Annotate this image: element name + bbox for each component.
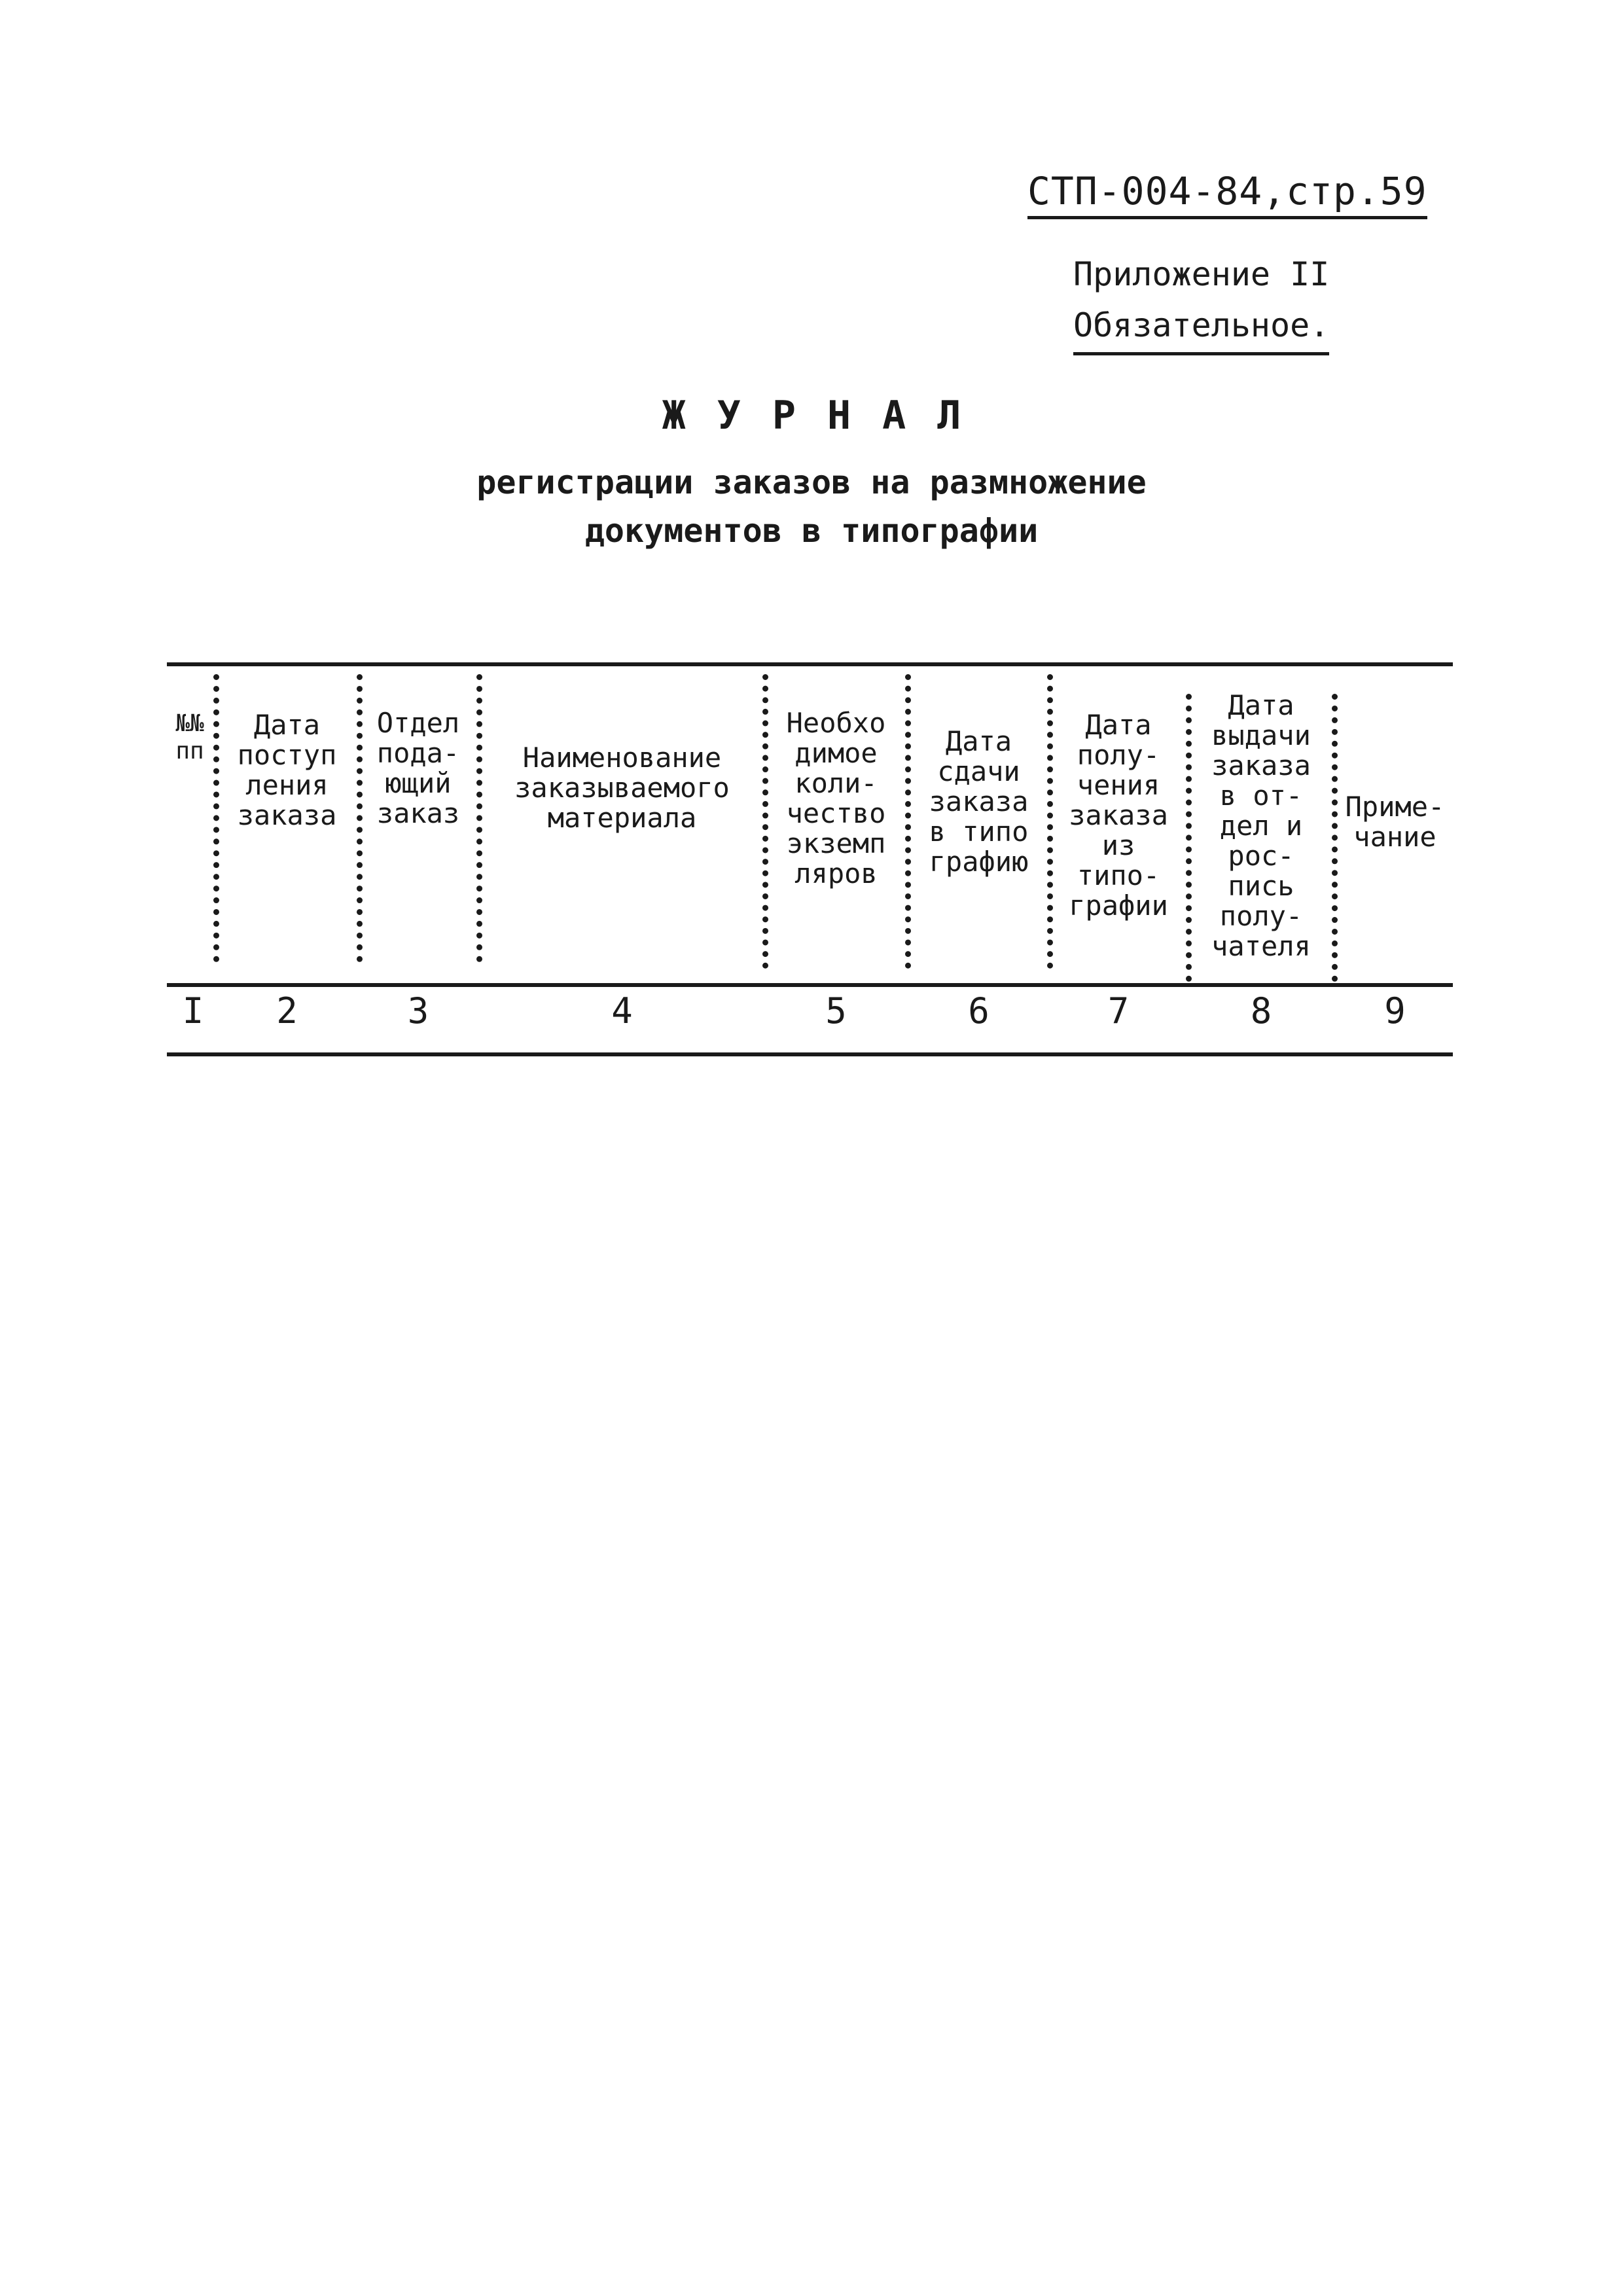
col-number: 3 [407, 990, 429, 1031]
journal-title: ЖУРНАЛ [662, 393, 993, 439]
table-header-rule [167, 983, 1453, 987]
column-separator [762, 674, 768, 969]
subtitle-line-2: документов в типографии [584, 512, 1039, 550]
appendix-label: Приложение II [1073, 255, 1330, 293]
col-header-department: Отдел пода- ющий заказ [376, 707, 460, 829]
col-header-number: №№ пп [175, 710, 204, 764]
column-separator [476, 674, 482, 962]
column-separator [905, 674, 911, 969]
table-bottom-rule [167, 1052, 1453, 1056]
document-code: СТП-004-84,стр.59 [1027, 169, 1427, 219]
col-number: 4 [611, 990, 633, 1031]
column-separator [1186, 694, 1192, 982]
col-number: 9 [1384, 990, 1406, 1031]
requirement-label: Обязательное. [1073, 300, 1329, 355]
col-header-copies: Необхо димое коли- чество экземп ляров [786, 707, 886, 889]
col-header-note: Приме- чание [1345, 791, 1445, 853]
col-header-issue-date: Дата выдачи заказа в от- дел и рос- пись полу- чателя [1211, 689, 1311, 962]
col-header-submission-date: Дата сдачи заказа в типо графию [929, 725, 1029, 878]
table-top-rule [167, 662, 1453, 666]
subtitle-line-1: регистрации заказов на размножение [476, 463, 1147, 501]
col-header-receipt-date: Дата поступ ления заказа [237, 709, 337, 831]
col-number: 7 [1107, 990, 1130, 1031]
journal-subtitle [0, 458, 1623, 555]
column-separator [213, 674, 219, 962]
col-number: 5 [825, 990, 847, 1031]
col-header-material-name: Наименование заказываемого материала [514, 742, 730, 834]
col-number: I [182, 990, 204, 1031]
col-number: 2 [276, 990, 298, 1031]
col-header-receipt-from-print: Дата полу- чения заказа из типо- графии [1069, 709, 1168, 922]
col-number: 6 [968, 990, 990, 1031]
col-number: 8 [1250, 990, 1272, 1031]
appendix-block [1073, 249, 1329, 355]
